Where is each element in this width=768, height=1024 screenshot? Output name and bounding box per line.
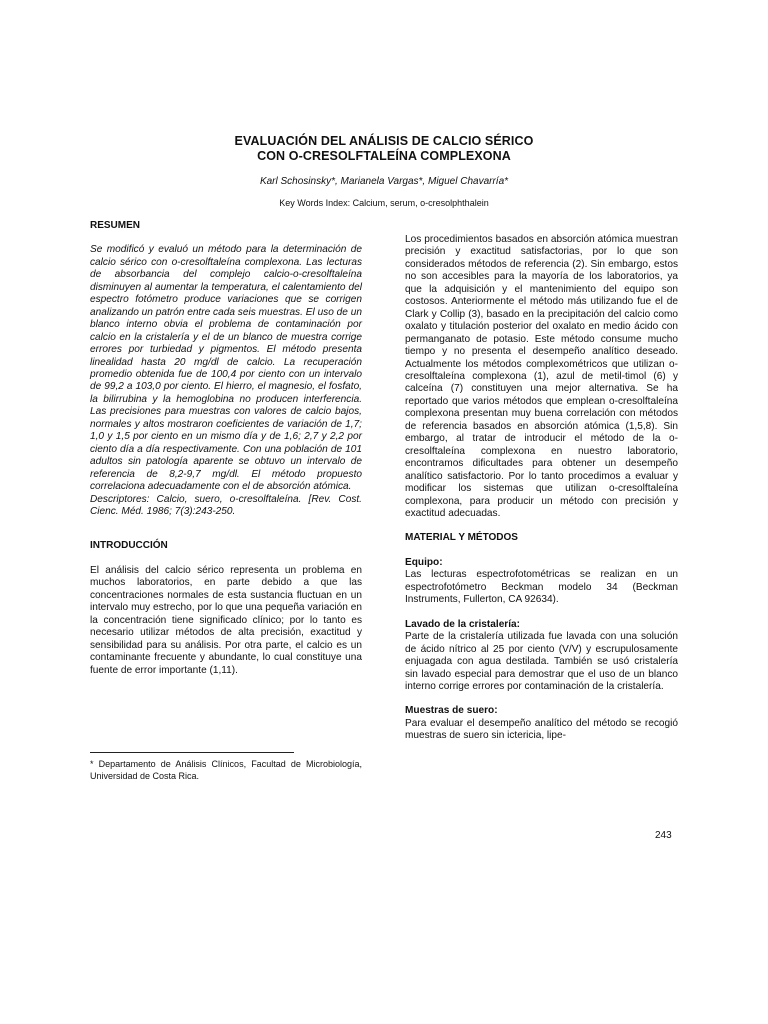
- material-metodos-heading: MATERIAL Y MÉTODOS: [405, 532, 518, 544]
- right-column: [405, 234, 678, 743]
- author-list: Karl Schosinsky*, Marianela Vargas*, Miguel Chavarría*: [259, 176, 509, 187]
- equipo-body: Las lecturas espectrofotométricas se realizan en un espectrofotómetro Beckman modelo 34 (Beckman Instruments, Fullerton, CA 92634).: [405, 569, 678, 606]
- lavado-subheading: Lavado de la cristalería:: [405, 618, 521, 630]
- resumen-descriptores: Descriptores: Calcio, suero, o-cresolftaleína. [Rev. Cost. Cienc. Méd. 1986; 7(3):243-250.: [90, 493, 362, 517]
- affiliation-footnote: * Departamento de Análisis Clínicos, Facultad de Microbiología, Universidad de Costa Rica.: [90, 759, 362, 781]
- resumen-heading: RESUMEN: [90, 220, 141, 231]
- left-column: [90, 220, 362, 677]
- keywords-index: Key Words Index: Calcium, serum, o-cresolphthalein: [279, 198, 489, 208]
- title-line-1: EVALUACIÓN DEL ANÁLISIS DE CALCIO SÉRICO: [234, 134, 534, 148]
- muestras-body: Para evaluar el desempeño analítico del método se recogió muestras de suero sin ictericia, lipe-: [405, 717, 678, 742]
- title-line-2: CON O-CRESOLFTALEÍNA COMPLEXONA: [257, 149, 511, 163]
- lavado-body: Parte de la cristalería utilizada fue lavada con una solución de ácido nítrico al 25 por ciento (V/V) y escrupulosamente enjuagada con agua destilada. También se usó cristalería sin lavado especial para demostrar que el uso de un blanco interno corrige errores por contaminación de la cristalería.: [405, 631, 678, 692]
- muestras-subheading: Muestras de suero:: [405, 705, 498, 717]
- equipo-subheading: Equipo:: [405, 556, 443, 568]
- introduccion-continued: Los procedimientos basados en absorción atómica muestran precisión y exactitud satisfactorias, por lo que son considerados métodos de referencia (2). Sin embargo, estos no son accesibles para la mayoría de los laboratorios, ya que la adquisición y el mantenimiento del equipo son costosos. Anteriormente el método más utilizando fue el de Clark y Collip (3), basado en la precipitación del calcio como oxalato y titulación posterior del oxalato en medio ácido con permanganato de potasio. Este método consume mucho tiempo y no presenta el desempeño analítico deseado. Actualmente los métodos complexométricos que utilizan o-cresolftaleína complexona (1), azul de metil-timol (6) y calceína (7) constituyen una mejor alternativa. Se ha reportado que varios métodos que emplean o-cresolftaleína complexona presentan muy buena correlación con métodos de referencia basados en absorción atómica (1,5,8). Sin embargo, al tratar de introducir el método de la o-cresolftaleína complexona en nuestro laboratorio, encontramos dificultades para obtener un desempeño analítico satisfactorio. Por lo tanto procedimos a evaluar y modificar los sistemas que utilizan o-cresolftaleína complexona, para producir un método con precisión y exactitud adecuadas.: [405, 234, 678, 519]
- introduccion-heading: INTRODUCCIÓN: [90, 540, 168, 552]
- footnote-divider: [90, 752, 294, 753]
- page-number: 243: [655, 830, 672, 841]
- resumen-body: Se modificó y evaluó un método para la determinación de calcio sérico con o-cresolftaleína complexona. Las lecturas de absorbancia del complejo calcio-o-cresolftaleína disminuyen al aumentar la temperatura, el calentamiento del espectro fotómetro produce variaciones que se corrigen analizando un patrón entre cada seis muestras. El uso de un blanco interno obvia el problema de contaminación por calcio en la cristalería y el de un blanco de muestra corrige errores por turbiedad y pigmentos. El método presenta linealidad hasta 20 mg/dl de calcio. La recuperación promedio obtenida fue de 100,4 por ciento con un intervalo de 99,2 a 103,0 por ciento. El hierro, el magnesio, el fosfato, la bilirrubina y la hemoglobina no producen interferencia. Las precisiones para muestras con valores de calcio bajos, normales y altos mostraron coeficientes de variación de 1,7; 1,0 y 1,5 por ciento en un mismo día y de 1,6; 2,7 y 2,2 por ciento día a día respectivamente. Con una población de 101 adultos sin patología aparente se obtuvo un intervalo de referencia de 8,2-9,7 mg/dl. El método propuesto correlaciona adecuadamente con el de absorción atómica.: [90, 244, 362, 493]
- paper-title: [0, 134, 768, 164]
- introduccion-body: El análisis del calcio sérico representa un problema en muchos laboratorios, en parte debido a que las concentraciones normales de esta sustancia fluctuan en un intervalo muy estrecho, por lo que una pequeña variación en la concentración tiene significado clínico; por lo tanto es necesario utilizar métodos de alta precisión, exactitud y sensibilidad para su análisis. Por otra parte, el calcio es un contaminante frecuente y abundante, lo cual constituye una fuente de error importante (1,11).: [90, 564, 362, 676]
